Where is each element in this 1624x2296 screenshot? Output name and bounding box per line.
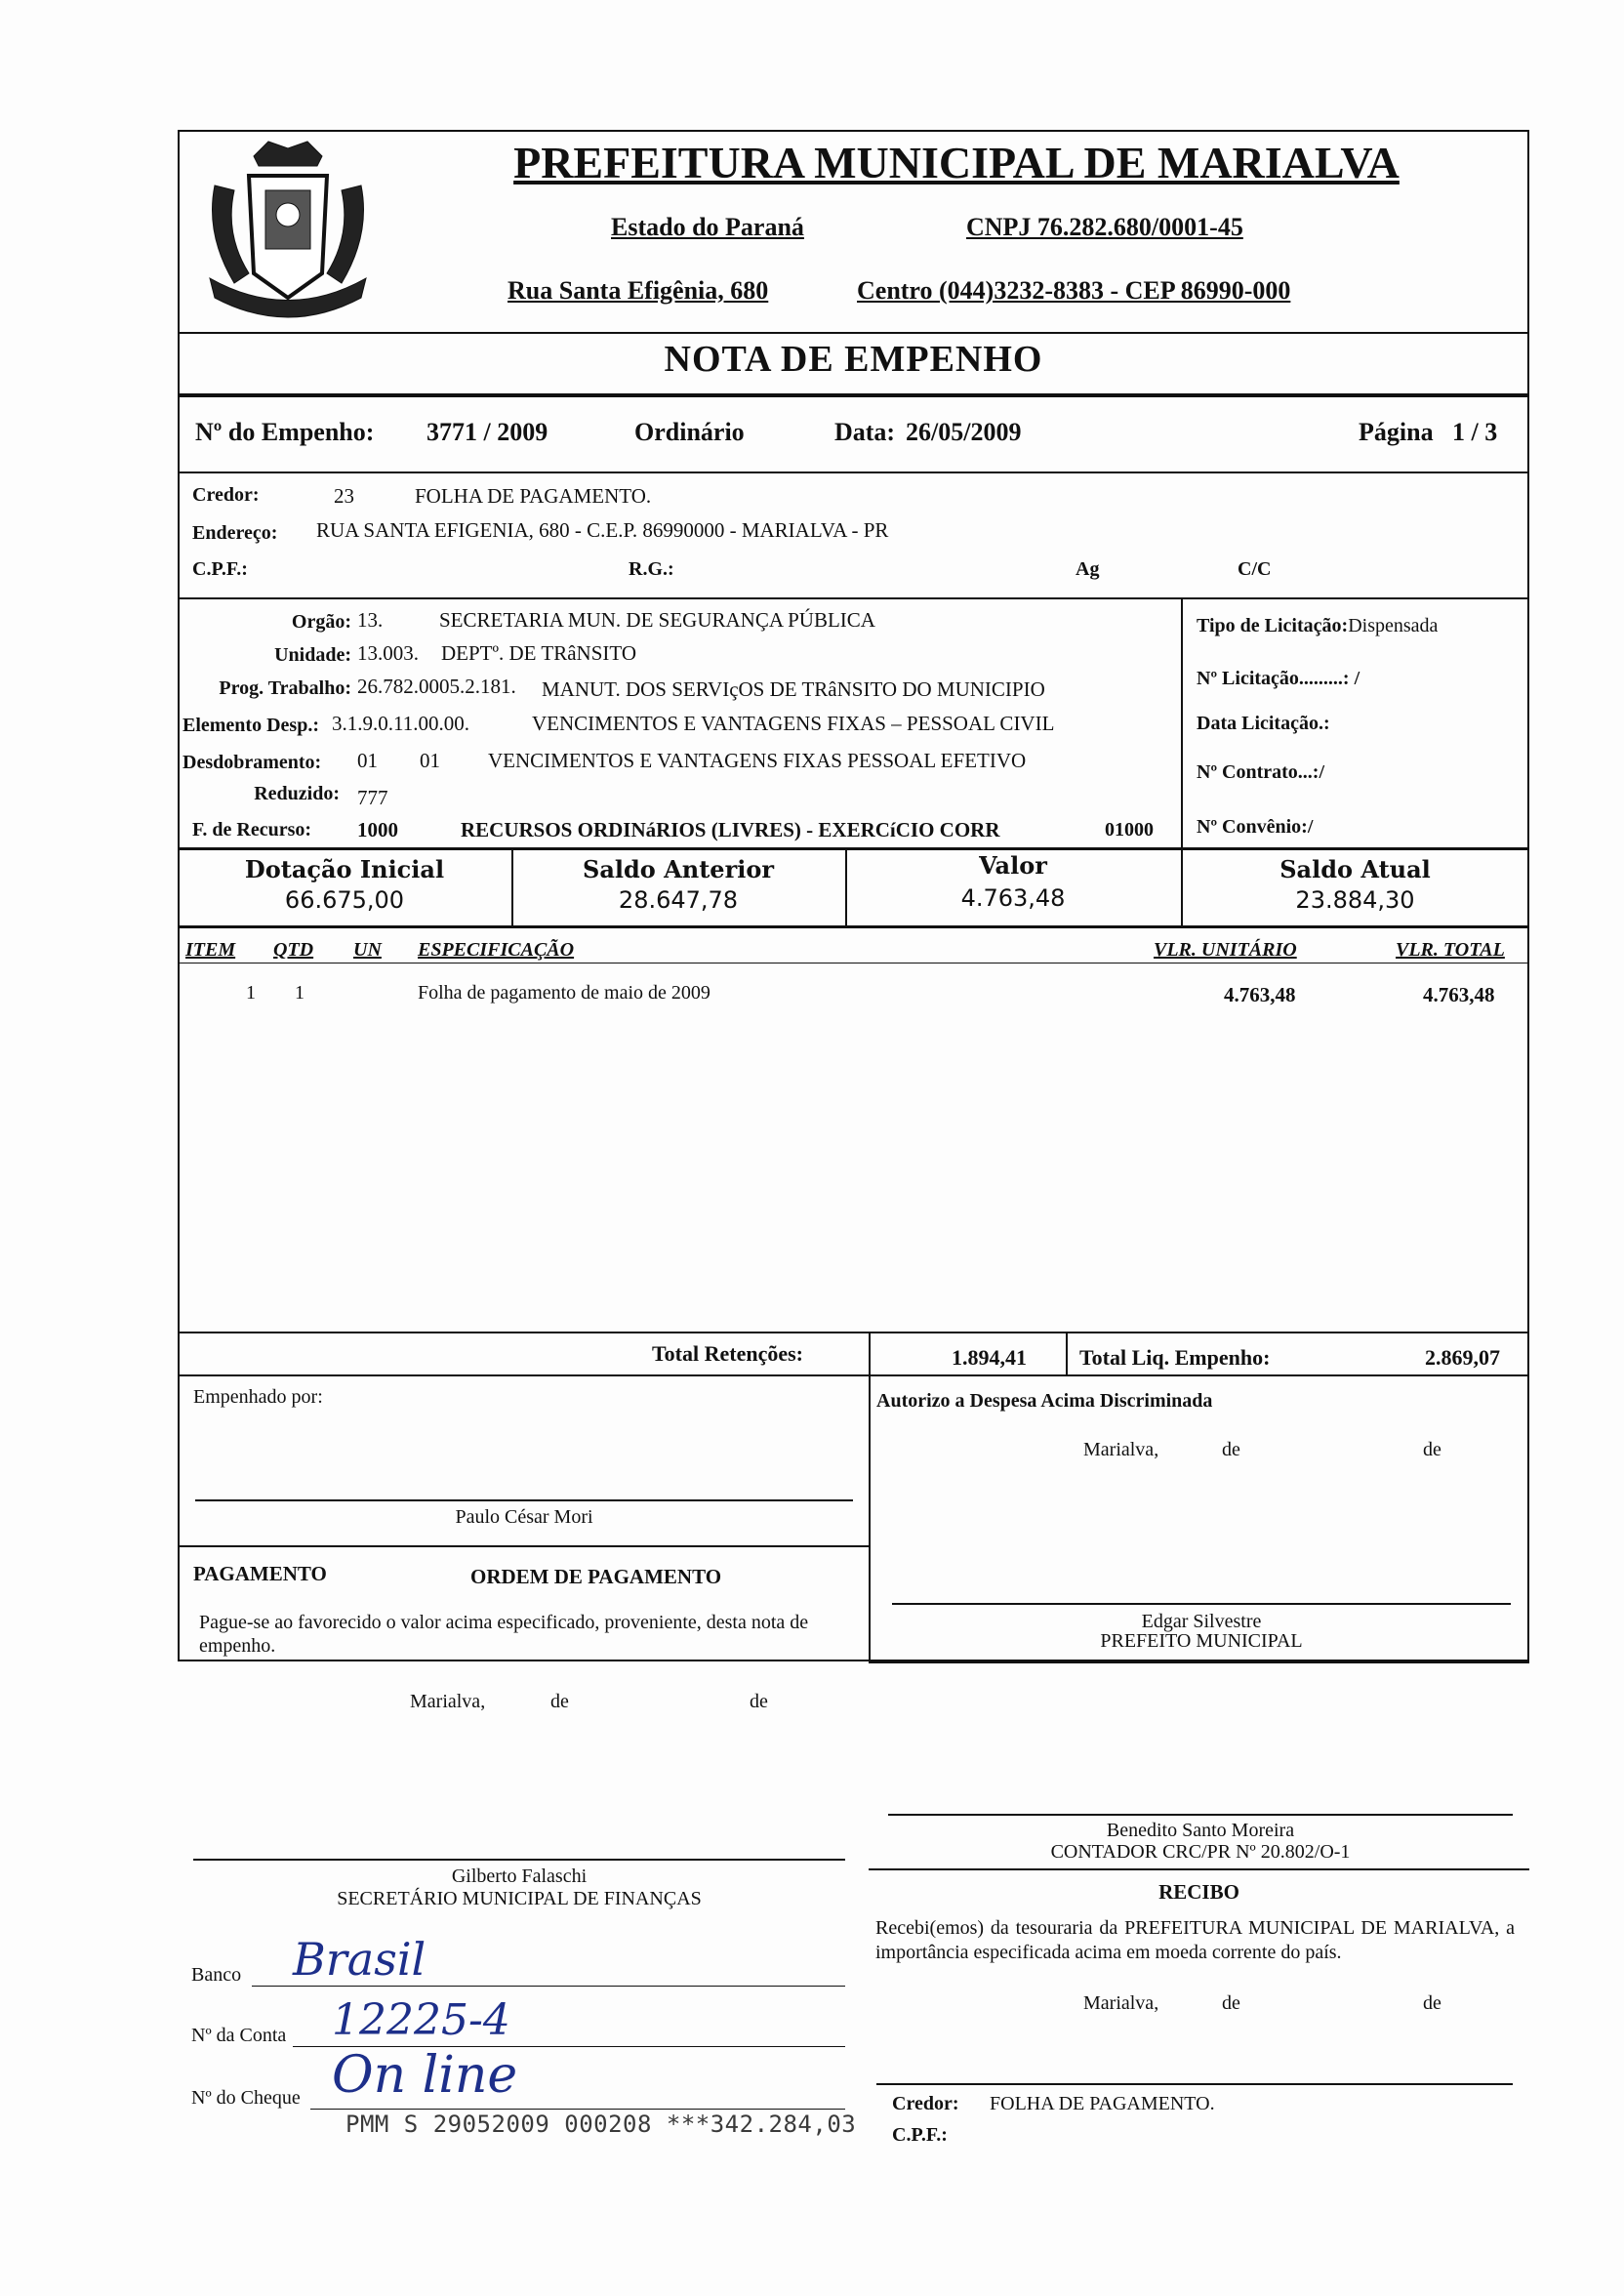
cheque-label: Nº do Cheque [191,2087,301,2109]
signature-line [193,1859,845,1861]
pagamento-label: PAGAMENTO [193,1562,327,1585]
endereco-label: Endereço: [192,522,278,544]
doc-title: NOTA DE EMPENHO [664,339,1043,380]
coat-of-arms-logo [195,137,381,332]
divider [178,963,1529,964]
autorizo-label: Autorizo a Despesa Acima Discriminada [876,1390,1213,1412]
elemento-desc: VENCIMENTOS E VANTAGENS FIXAS – PESSOAL CIVIL [532,712,1055,735]
desdobramento-label: Desdobramento: [183,752,322,773]
valor-value: 4.763,48 [960,884,1066,912]
col-qtd-header: QTD [273,939,314,961]
orgao-desc: SECRETARIA MUN. DE SEGURANÇA PÚBLICA [439,608,875,632]
orgao-code: 13. [357,608,384,632]
item-unit-value: 4.763,48 [1224,983,1296,1006]
recibo-de2: de [1423,1992,1441,2014]
divider [178,1332,1529,1333]
dotacao-inicial-value: 66.675,00 [284,886,405,914]
recibo-place: Marialva, [1083,1992,1159,2014]
ordem-pagamento-label: ORDEM DE PAGAMENTO [470,1565,722,1588]
col-unit-header: VLR. UNITÁRIO [1154,939,1297,961]
divider [178,1374,1529,1376]
recibo-title: RECIBO [1158,1880,1239,1904]
contador-name: Benedito Santo Moreira [1106,1820,1295,1841]
signature-line [195,1499,853,1501]
ag-label: Ag [1076,558,1100,580]
tipo-licitacao-value: Dispensada [1348,615,1439,636]
liquido-label: Total Liq. Empenho: [1079,1345,1271,1370]
dotacao-inicial-label: Dotação Inicial [244,855,445,883]
rg-label: R.G.: [629,558,674,580]
licitacao-number: Nº Licitação.........: / [1197,668,1360,689]
saldo-anterior-label: Saldo Anterior [583,855,774,883]
empenhado-label: Empenhado por: [193,1386,323,1408]
convenio-number: Nº Convênio:/ [1197,816,1314,838]
divider [869,1332,871,1374]
autorizo-place: Marialva, [1083,1439,1159,1460]
item-qtd: 1 [295,982,304,1004]
recibo-cpf-label: C.P.F.: [892,2124,948,2146]
reduzido-value: 777 [357,786,388,809]
conta-handwritten: 12225-4 [332,1995,510,2045]
recibo-credor-label: Credor: [892,2093,959,2114]
recurso-desc: RECURSOS ORDINáRIOS (LIVRES) - EXERCíCIO CORR [461,818,1000,841]
col-spec-header: ESPECIFICAÇÃO [418,939,575,961]
date-value: 26/05/2009 [906,418,1022,446]
divider [178,847,1529,850]
divider [1066,1332,1068,1374]
divider [1181,597,1183,847]
divider [869,1374,871,1661]
empenho-type: Ordinário [634,418,745,446]
recibo-credor-value: FOLHA DE PAGAMENTO. [990,2093,1215,2114]
saldo-atual-label: Saldo Atual [1279,855,1431,883]
credor-name: FOLHA DE PAGAMENTO. [415,484,652,508]
divider [178,1545,869,1547]
pagamento-de1: de [550,1691,569,1712]
desdobramento-code2: 01 [420,749,440,772]
prefeito-name: Edgar Silvestre [1141,1611,1262,1632]
secretario-title: SECRETÁRIO MUNICIPAL DE FINANÇAS [337,1888,702,1909]
prefeito-title: PREFEITO MUNICIPAL [1100,1630,1303,1652]
conta-label: Nº da Conta [191,2025,287,2046]
item-spec: Folha de pagamento de maio de 2009 [418,982,710,1004]
date-label: Data: [834,418,896,446]
address: Rua Santa Efigênia, 680 [508,276,769,305]
elemento-code: 3.1.9.0.11.00.00. [332,712,469,735]
desdobramento-desc: VENCIMENTOS E VANTAGENS FIXAS PESSOAL EFETIVO [488,749,1027,772]
retencoes-label: Total Retenções: [652,1341,803,1366]
empenho-number: 3771 / 2009 [426,418,548,446]
page-title: PREFEITURA MUNICIPAL DE MARIALVA [513,138,1400,187]
saldo-atual-value: 23.884,30 [1295,886,1415,914]
signature-line [892,1603,1511,1605]
autorizo-de1: de [1222,1439,1240,1460]
desdobramento-code1: 01 [357,749,378,772]
recurso-code2: 01000 [1105,819,1154,840]
reduzido-label: Reduzido: [254,783,340,804]
divider [178,925,1529,928]
signature-line [888,1814,1513,1816]
recurso-label: F. de Recurso: [192,819,312,840]
elemento-label: Elemento Desp.: [183,715,319,736]
recurso-code: 1000 [357,818,398,841]
divider [178,332,1529,334]
cheque-handwritten: On line [332,2046,518,2105]
divider [869,1661,1529,1663]
tipo-licitacao [1197,615,1438,637]
divider [869,1868,1529,1870]
autorizo-de2: de [1423,1439,1441,1460]
secretario-name: Gilberto Falaschi [451,1866,588,1887]
pagamento-place: Marialva, [410,1691,486,1712]
tipo-licitacao-label: Tipo de Licitação: [1197,615,1349,636]
contador-title: CONTADOR CRC/PR Nº 20.802/O-1 [1050,1841,1351,1863]
divider [178,597,1529,599]
contrato-number: Nº Contrato...:/ [1197,761,1325,783]
col-item-header: ITEM [185,939,236,961]
cnpj: CNPJ 76.282.680/0001-45 [966,213,1243,241]
page-label: Página [1359,418,1434,446]
credor-label: Credor: [192,484,260,506]
cheque-line [310,2109,845,2110]
banco-label: Banco [191,1964,242,1986]
recibo-text: Recebi(emos) da tesouraria da PREFEITURA MUNICIPAL DE MARIALVA, a importância especificada acima em moeda corrente do país. [875,1917,1515,1963]
orgao-label: Orgão: [291,611,351,633]
page-number: 1 / 3 [1452,418,1498,446]
item-total-value: 4.763,48 [1423,983,1495,1006]
saldo-anterior-value: 28.647,78 [618,886,739,914]
pagamento-de2: de [750,1691,768,1712]
cc-label: C/C [1238,558,1272,580]
address-rest: Centro (044)3232-8383 - CEP 86990-000 [857,276,1291,305]
liquido-value: 2.869,07 [1425,1345,1500,1370]
banco-line [252,1986,845,1987]
unidade-label: Unidade: [274,644,351,666]
empenho-number-label: Nº do Empenho: [195,418,375,446]
prog-desc: MANUT. DOS SERVIçOS DE TRâNSITO DO MUNICIPIO [542,677,1045,701]
divider [178,472,1529,473]
divider [178,393,1529,397]
prog-code: 26.782.0005.2.181. [357,675,516,698]
col-total-header: VLR. TOTAL [1396,939,1505,961]
unidade-desc: DEPTº. DE TRâNSITO [441,641,636,665]
pagamento-text: Pague-se ao favorecido o valor acima especificado, proveniente, desta nota de empenho. [199,1612,809,1657]
recibo-de1: de [1222,1992,1240,2014]
empenhado-name: Paulo César Mori [455,1506,593,1528]
banco-handwritten: Brasil [293,1933,426,1986]
col-un-header: UN [353,939,382,961]
authentication-stamp: PMM S 29052009 000208 ***342.284,03 [345,2111,857,2138]
prog-label: Prog. Trabalho: [219,677,351,699]
state-name: Estado do Paraná [611,213,804,241]
credor-code: 23 [334,484,354,508]
signature-line [876,2083,1513,2085]
licitacao-date: Data Licitação.: [1197,713,1330,734]
item-number: 1 [246,982,256,1004]
retencoes-value: 1.894,41 [952,1345,1027,1370]
valor-label: Valor [979,851,1047,880]
cpf-label: C.P.F.: [192,558,248,580]
unidade-code: 13.003. [357,641,419,665]
endereco-value: RUA SANTA EFIGENIA, 680 - C.E.P. 86990000 - MARIALVA - PR [316,518,889,542]
